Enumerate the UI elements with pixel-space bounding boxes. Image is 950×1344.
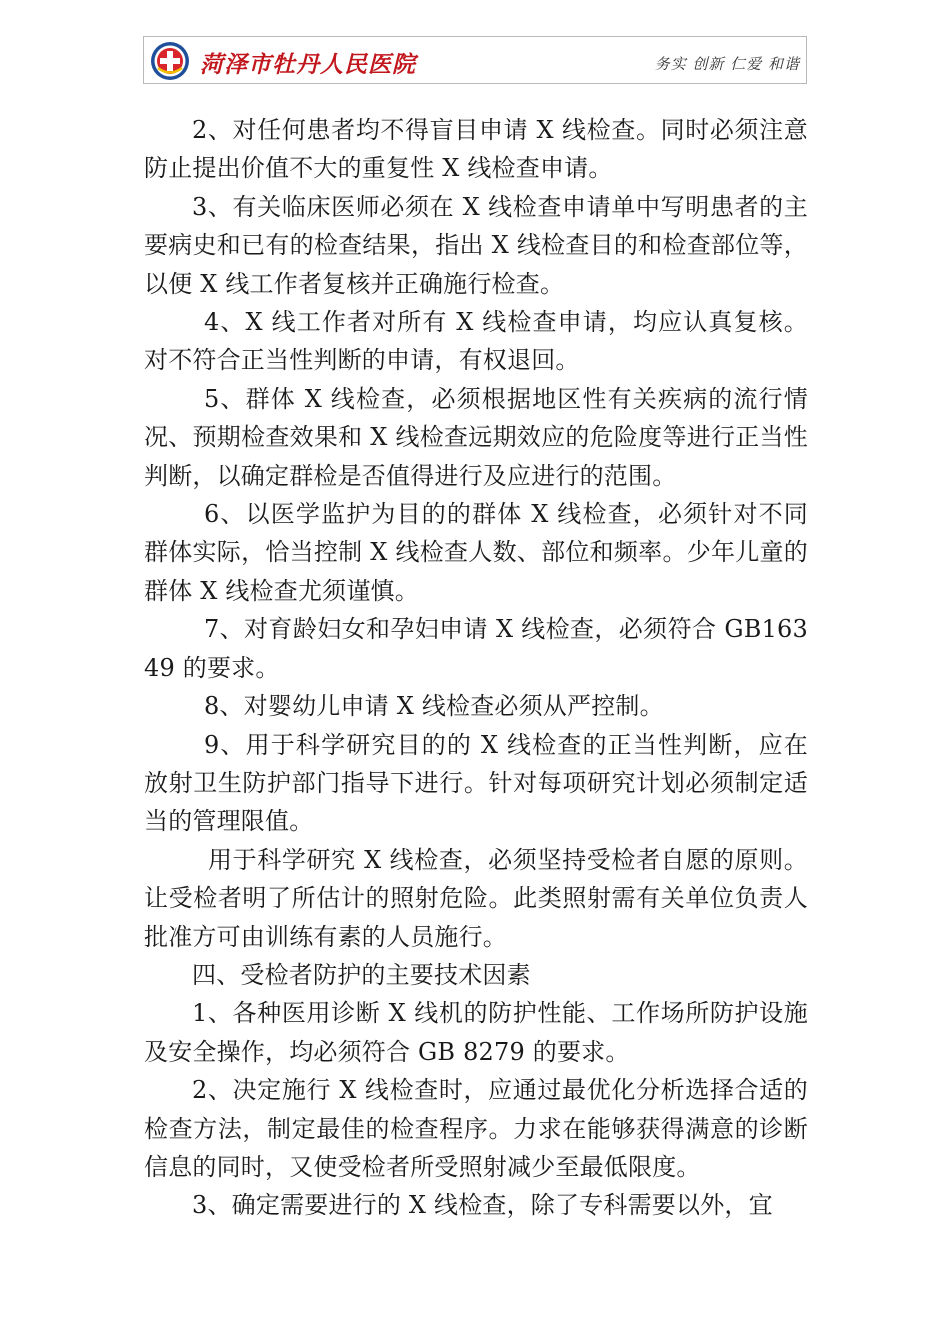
paragraph-tech-1: 1、各种医用诊断 X 线机的防护性能、工作场所防护设施及安全操作，均必须符合 GB 8279 的要求。 [144,999,808,1066]
page-header [143,36,807,84]
paragraph-item-9: 9、用于科学研究目的的 X 线检查的正当性判断，应在放射卫生防护部门指导下进行。针对每项研究计划必须制定适当的管理限值。 [144,730,808,836]
paragraph-item-7: 7、对育龄妇女和孕妇申请 X 线检查，必须符合 GB16349 的要求。 [144,615,808,682]
paragraph-tech-2: 2、决定施行 X 线检查时，应通过最优化分析选择合适的检查方法，制定最佳的检查程序。力求在能够获得满意的诊断信息的同时，又使受检者所受照射减少至最低限度。 [144,1076,808,1181]
hospital-name: 菏泽市牡丹人民医院 [200,51,416,78]
hospital-motto: 务实 创新 仁爱 和谐 [654,55,800,73]
section-heading: 四、受检者防护的主要技术因素 [192,960,531,989]
paragraph-item-3: 3、有关临床医师必须在 X 线检查申请单中写明患者的主要病史和已有的检查结果，指出 X 线检查目的和检查部位等，以便 X 线工作者复核并正确施行检查。 [144,192,808,298]
paragraph-tech-3: 3、确定需要进行的 X 线检查，除了专科需要以外，宜 [192,1191,773,1220]
paragraph-item-2: 2、对任何患者均不得盲目申请 X 线检查。同时必须注意防止提出价值不大的重复性 X 线检查申请。 [144,116,808,183]
paragraph-item-6: 6、以医学监护为目的的群体 X 线检查，必须针对不同群体实际，恰当控制 X 线检查人数、部位和频率。少年儿童的群体 X 线检查尤须谨慎。 [144,500,808,605]
paragraph-item-4: 4、X 线工作者对所有 X 线检查申请，均应认真复核。对不符合正当性判断的申请，有权退回。 [144,308,808,375]
paragraph-item-5: 5、群体 X 线检查，必须根据地区性有关疾病的流行情况、预期检查效果和 X 线检查远期效应的危险度等进行正当性判断，以确定群检是否值得进行及应进行的范围。 [144,384,808,490]
hospital-logo-icon [150,41,190,81]
paragraph-item-8: 8、对婴幼儿申请 X 线检查必须从严控制。 [204,692,664,721]
document-body [144,111,808,1225]
paragraph-research-consent: 用于科学研究 X 线检查，必须坚持受检者自愿的原则。让受检者明了所估计的照射危险。此类照射需有关单位负责人批准方可由训练有素的人员施行。 [144,845,808,951]
